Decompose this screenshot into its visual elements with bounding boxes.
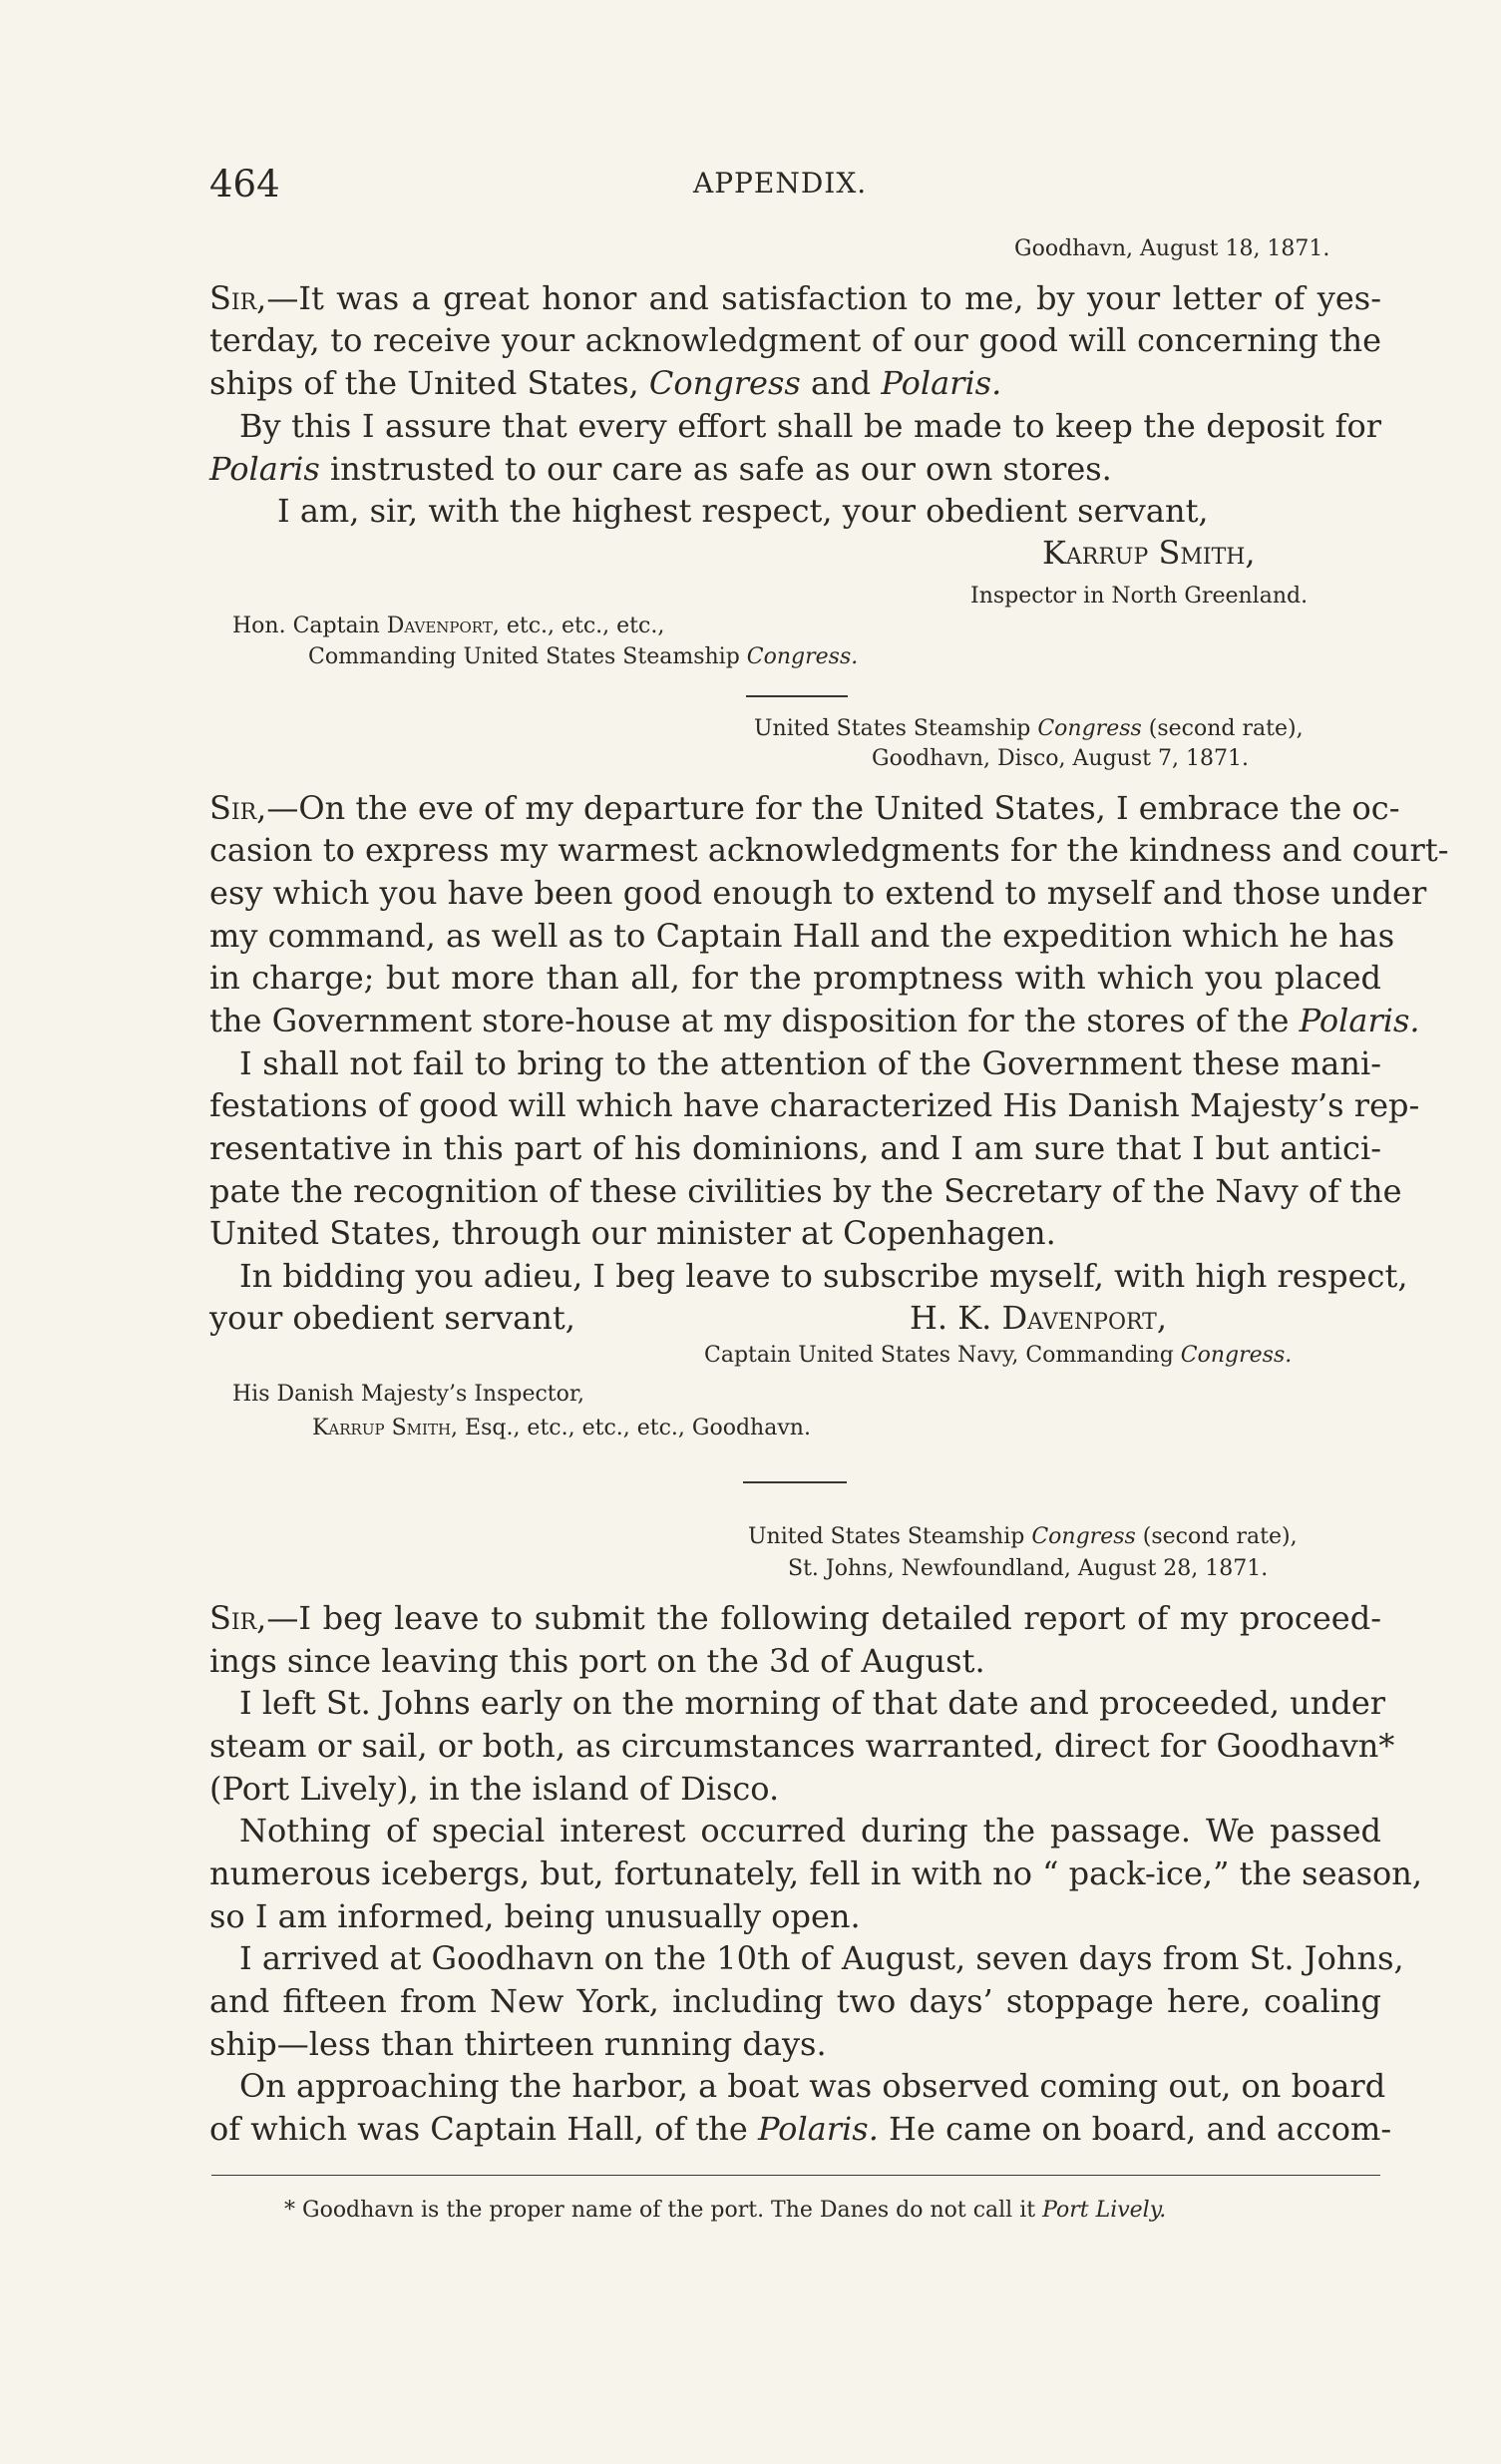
text-run: Nothing of special interest occurred during the passage. We passed bbox=[239, 1812, 1381, 1849]
letter1-line: By this I assure that every effort shall be made to keep the deposit for bbox=[239, 407, 1381, 445]
text-run: I left St. Johns early on the morning of that date and proceeded, under bbox=[239, 1684, 1386, 1722]
text-run: in charge; but more than all, for the promptness with which you placed bbox=[209, 959, 1381, 997]
text-run: Congress. bbox=[1180, 1343, 1293, 1368]
text-run: Davenport bbox=[386, 614, 493, 638]
letter1-line bbox=[209, 450, 1112, 488]
letter1-line bbox=[209, 279, 1381, 317]
text-run: Polaris. bbox=[1299, 1002, 1420, 1039]
text-run: of which was Captain Hall, of the bbox=[209, 2110, 758, 2148]
section-divider bbox=[746, 695, 848, 697]
text-run: Sir, bbox=[209, 789, 267, 827]
text-run: —I beg leave to submit the following detailed report of my proceed- bbox=[266, 1599, 1381, 1637]
body-line bbox=[209, 1897, 861, 1935]
text-run: ings since leaving this port on the 3d of August. bbox=[209, 1642, 985, 1680]
text-run: Congress bbox=[1037, 716, 1142, 741]
body-line bbox=[209, 2025, 827, 2063]
letter1-line: terday, to receive your acknowledgment of our good will concerning the bbox=[209, 321, 1381, 359]
body-line bbox=[239, 1257, 1408, 1295]
text-run: Captain United States Navy, Commanding bbox=[704, 1343, 1181, 1368]
body-line bbox=[239, 1812, 1381, 1849]
signature-title: Inspector in North Greenland. bbox=[970, 584, 1309, 609]
text-run: Karrup Smith bbox=[312, 1416, 452, 1440]
text-run: and bbox=[800, 364, 882, 402]
body-line bbox=[209, 1770, 779, 1808]
text-run: H. K. Davenport, bbox=[910, 1299, 1168, 1337]
body-line bbox=[209, 1172, 1402, 1210]
text-run: * Goodhavn is the proper name of the port. The Danes do not call it bbox=[284, 2198, 1043, 2223]
text-run: Polaris. bbox=[881, 364, 1002, 402]
text-run: In bidding you adieu, I beg leave to subscribe myself, with high respect, bbox=[239, 1257, 1408, 1295]
body-line bbox=[209, 917, 1395, 955]
text-run: and fifteen from New York, including two days’ stoppage here, coaling bbox=[209, 1982, 1381, 2020]
letter-heading bbox=[754, 716, 1304, 741]
text-run: casion to express my warmest acknowledgments for the kindness and court- bbox=[209, 831, 1449, 869]
body-line bbox=[209, 1002, 1420, 1039]
body-line bbox=[209, 1642, 985, 1680]
text-run: Karrup Smith, bbox=[1042, 534, 1256, 572]
text-run: esy which you have been good enough to extend to myself and those under bbox=[209, 874, 1427, 912]
text-run: ship—less than thirteen running days. bbox=[209, 2025, 827, 2063]
letter1-line: I am, sir, with the highest respect, your obedient servant, bbox=[277, 492, 1209, 530]
body-line bbox=[209, 789, 1400, 827]
body-line bbox=[209, 959, 1381, 997]
text-run: my command, as well as to Captain Hall and the expedition which he has bbox=[209, 917, 1395, 955]
body-line bbox=[209, 831, 1449, 869]
text-run: instrusted to our care as safe as our own stores. bbox=[319, 450, 1112, 488]
body-line bbox=[209, 1214, 1056, 1252]
text-run: Polaris. bbox=[757, 2110, 879, 2148]
text-run: I arrived at Goodhavn on the 10th of August, seven days from St. Johns, bbox=[239, 1939, 1404, 1977]
text-run: festations of good will which have characterized His Danish Majesty’s rep- bbox=[209, 1086, 1420, 1124]
signature-title bbox=[704, 1343, 1292, 1368]
text-run: (Port Lively), in the island of Disco. bbox=[209, 1770, 780, 1808]
text-run: He came on board, and accom- bbox=[878, 2110, 1392, 2148]
text-run: Port Lively. bbox=[1042, 2198, 1167, 2223]
text-run: steam or sail, or both, as circumstances warranted, direct for Goodhavn* bbox=[209, 1727, 1395, 1765]
letter1-line bbox=[209, 364, 1001, 402]
text-run: numerous icebergs, but, fortunately, fell in with no “ pack-ice,” the season, bbox=[209, 1854, 1423, 1892]
body-line bbox=[209, 1599, 1381, 1637]
text-run: On approaching the harbor, a boat was observed coming out, on board bbox=[239, 2067, 1386, 2105]
body-line bbox=[239, 1044, 1381, 1082]
text-run: Hon. Captain bbox=[232, 614, 387, 638]
text-run: (second rate), bbox=[1135, 1524, 1298, 1549]
body-line bbox=[239, 1684, 1386, 1722]
body-line bbox=[209, 874, 1427, 912]
text-run: the Government store-house at my disposition for the stores of the bbox=[209, 1002, 1300, 1039]
section-divider bbox=[743, 1481, 847, 1483]
addressee-line: His Danish Majesty’s Inspector, bbox=[232, 1382, 584, 1407]
text-run: resentative in this part of his dominions, and I am sure that I but antici- bbox=[209, 1129, 1381, 1167]
body-line bbox=[209, 1086, 1420, 1124]
body-line bbox=[209, 2110, 1391, 2148]
text-run: Congress bbox=[1031, 1524, 1136, 1549]
text-run: (second rate), bbox=[1141, 716, 1304, 741]
text-run: Congress bbox=[648, 364, 801, 402]
text-run: Polaris bbox=[209, 450, 320, 488]
text-run: United States Steamship bbox=[754, 716, 1038, 741]
addressee-line bbox=[312, 1416, 811, 1440]
text-run: —On the eve of my departure for the United States, I embrace the oc- bbox=[266, 789, 1400, 827]
signature bbox=[910, 1299, 1167, 1337]
text-run: Sir, bbox=[209, 279, 267, 317]
text-run: United States Steamship bbox=[748, 1524, 1032, 1549]
text-run: United States, through our minister at Copenhagen. bbox=[209, 1214, 1056, 1252]
footnote-rule bbox=[211, 2175, 1380, 2176]
text-run: —It was a great honor and satisfaction to me, by your letter of yes- bbox=[266, 279, 1381, 317]
text-run: ships of the United States, bbox=[209, 364, 649, 402]
closing: your obedient servant, bbox=[209, 1299, 575, 1337]
letter-heading: Goodhavn, Disco, August 7, 1871. bbox=[872, 746, 1249, 771]
letter-heading: St. Johns, Newfoundland, August 28, 1871. bbox=[788, 1556, 1269, 1581]
signature bbox=[1042, 534, 1256, 572]
dateline: Goodhavn, August 18, 1871. bbox=[1014, 236, 1330, 261]
footnote bbox=[284, 2198, 1166, 2223]
body-line bbox=[209, 1129, 1381, 1167]
letter-heading bbox=[748, 1524, 1298, 1549]
body-line bbox=[239, 2067, 1386, 2105]
text-run: so I am informed, being unusually open. bbox=[209, 1897, 861, 1935]
running-title: APPENDIX. bbox=[693, 167, 868, 200]
text-run: Sir, bbox=[209, 1599, 267, 1637]
page-number: 464 bbox=[209, 163, 280, 205]
text-run: , etc., etc., etc., bbox=[492, 614, 665, 638]
addressee-line bbox=[232, 614, 664, 638]
body-line bbox=[209, 1982, 1381, 2020]
text-run: Congress. bbox=[746, 644, 859, 669]
body-line bbox=[239, 1939, 1404, 1977]
body-line bbox=[209, 1727, 1395, 1765]
addressee-line bbox=[308, 644, 858, 669]
text-run: pate the recognition of these civilities by the Secretary of the Navy of the bbox=[209, 1172, 1402, 1210]
text-run: , Esq., etc., etc., etc., Goodhavn. bbox=[451, 1416, 811, 1440]
body-line bbox=[209, 1854, 1423, 1892]
text-run: I shall not fail to bring to the attention of the Government these mani- bbox=[239, 1044, 1381, 1082]
text-run: Commanding United States Steamship bbox=[308, 644, 747, 669]
